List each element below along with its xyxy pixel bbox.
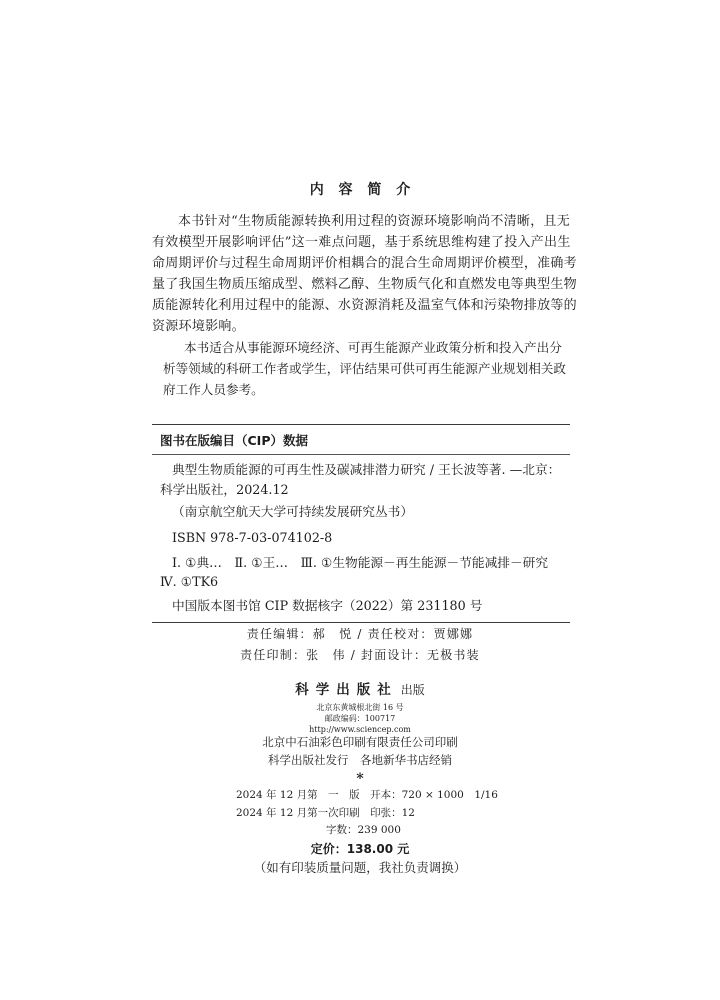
credits-production: 责任印制：张 伟 / 封面设计：无极书装 bbox=[240, 648, 480, 662]
summary-paragraph-2-line-1: 本书适合从事能源环境经济、可再生能源产业政策分析和投入产出分 bbox=[184, 340, 562, 355]
printing-line: 2024 年 12 月第一次印刷 印张：12 bbox=[236, 807, 415, 819]
divider-cip-top bbox=[152, 424, 570, 425]
edition-line: 2024 年 12 月第 一 版 开本：720 × 1000 1/16 bbox=[236, 789, 498, 801]
word-count: 字数：239 000 bbox=[326, 824, 401, 836]
distribution-line: 科学出版社发行 各地新华书店经销 bbox=[268, 753, 452, 767]
publisher-logo: 科学出版社 bbox=[295, 682, 398, 698]
quality-notice: （如有印装质量问题，我社负责调换） bbox=[253, 860, 467, 875]
printer-line: 北京中石油彩色印刷有限责任公司印刷 bbox=[262, 735, 458, 749]
summary-paragraph-1-line-4: 量了我国生物质压缩成型、燃料乙醇、生物质气化和直燃发电等典型生物 bbox=[152, 277, 577, 292]
cip-heading: 图书在版编目（CIP）数据 bbox=[160, 433, 308, 448]
summary-paragraph-1-line-2: 有效模型开展影响评估”这一难点问题，基于系统思维构建了投入产出生 bbox=[152, 235, 571, 250]
divider-cip-heading bbox=[152, 454, 570, 455]
summary-heading: 内 容 简 介 bbox=[309, 182, 416, 198]
publisher-website: http://www.sciencep.com bbox=[309, 725, 411, 734]
publisher-suffix: 出版 bbox=[400, 683, 425, 697]
summary-paragraph-1-line-6: 资源环境影响。 bbox=[152, 319, 245, 334]
divider-cip-bottom bbox=[152, 622, 570, 623]
publisher-address: 北京东黄城根北街 16 号 bbox=[316, 703, 404, 712]
cip-series: （南京航空航天大学可持续发展研究丛书） bbox=[172, 504, 414, 519]
cip-classification-line-2: Ⅳ. ①TK6 bbox=[160, 574, 219, 589]
cip-isbn: ISBN 978-7-03-074102-8 bbox=[172, 530, 333, 545]
summary-paragraph-1-line-1: 本书针对“生物质能源转换利用过程的资源环境影响尚不清晰，且无 bbox=[178, 214, 571, 229]
cip-title-line-2: 科学出版社，2024.12 bbox=[160, 482, 289, 497]
cip-title-line-1: 典型生物质能源的可再生性及碳减排潜力研究 / 王长波等著. —北京： bbox=[172, 462, 561, 477]
summary-paragraph-1-line-5: 质能源转化利用过程中的能源、水资源消耗及温室气体和污染物排放等的 bbox=[152, 298, 577, 313]
cip-number: 中国版本图书馆 CIP 数据核字（2022）第 231180 号 bbox=[172, 598, 483, 613]
summary-paragraph-2-line-2: 析等领域的科研工作者或学生，评估结果可供可再生能源产业规划相关政 bbox=[163, 361, 566, 376]
credits-editors: 责任编辑：郝 悦 / 责任校对：贾娜娜 bbox=[246, 627, 474, 641]
publisher-line bbox=[0, 680, 720, 700]
price: 定价：138.00 元 bbox=[310, 842, 410, 856]
publisher-postcode: 邮政编码：100717 bbox=[324, 714, 396, 723]
cip-classification-line-1: Ⅰ. ①典… Ⅱ. ①王… Ⅲ. ①生物能源－再生能源－节能减排－研究 bbox=[172, 555, 549, 570]
section-separator: * bbox=[356, 771, 364, 787]
summary-paragraph-1-line-3: 命周期评价与过程生命周期评价相耦合的混合生命周期评价模型，准确考 bbox=[152, 256, 577, 271]
summary-paragraph-2-line-3: 府工作人员参考。 bbox=[163, 382, 264, 397]
